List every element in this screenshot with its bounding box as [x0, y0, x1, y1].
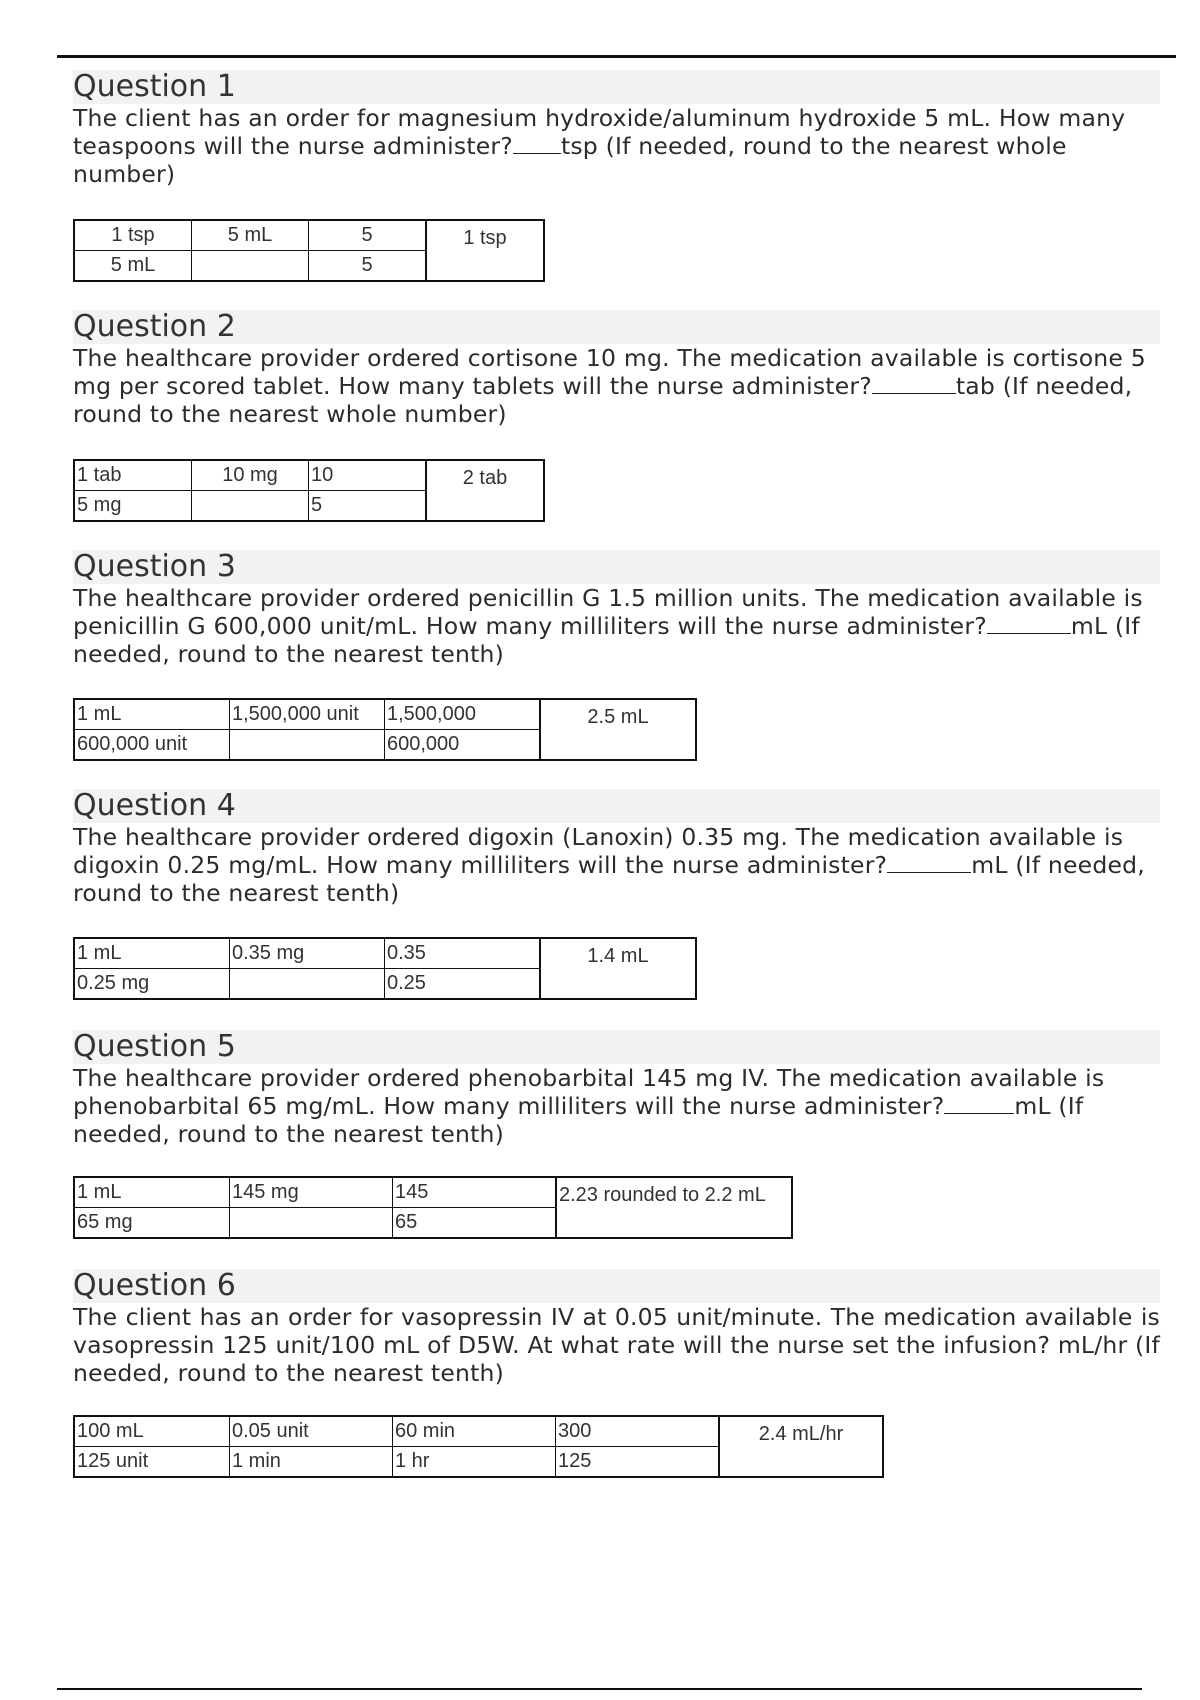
answer-cell: 1 tsp — [426, 220, 544, 281]
table-cell: 600,000 — [385, 730, 541, 761]
table-cell: 5 mg — [74, 491, 192, 522]
question-text: The client has an order for vasopressin IV at 0.05 unit/minute. The medication available is vasopressin 125 unit/100 mL of D5W. At what rate will the nurse set the infusion? mL/hr (If needed, round to the nearest tenth) — [73, 1303, 1160, 1387]
calculation-table-2 — [73, 459, 545, 522]
question-title: Question 1 — [73, 70, 1160, 104]
table-cell: 1 tsp — [74, 220, 192, 251]
table-cell: 145 mg — [230, 1177, 393, 1208]
table-cell — [230, 730, 385, 761]
table-cell: 100 mL — [74, 1416, 230, 1447]
question-5 — [73, 1030, 1160, 1148]
top-rule — [57, 55, 1176, 58]
answer-blank — [887, 852, 971, 873]
table-cell: 0.05 unit — [230, 1416, 393, 1447]
table-cell: 5 — [309, 251, 427, 282]
question-title: Question 2 — [73, 310, 1160, 344]
answer-blank — [872, 373, 956, 394]
table-cell: 5 — [309, 491, 427, 522]
table-cell: 1 hr — [393, 1447, 556, 1478]
question-title: Question 4 — [73, 789, 1160, 823]
question-1 — [73, 70, 1160, 188]
table-cell: 0.35 — [385, 938, 541, 969]
table-cell: 65 — [393, 1208, 557, 1239]
table-cell: 0.25 — [385, 969, 541, 1000]
answer-cell: 1.4 mL — [540, 938, 696, 999]
table-cell: 1,500,000 — [385, 699, 541, 730]
table-cell: 1 min — [230, 1447, 393, 1478]
table-cell: 1 tab — [74, 460, 192, 491]
question-4 — [73, 789, 1160, 907]
table-cell: 60 min — [393, 1416, 556, 1447]
question-text: The healthcare provider ordered phenobarbital 145 mg IV. The medication available is phenobarbital 65 mg/mL. How many milliliters will the nurse administer? mL (If needed, round to the nearest tenth) — [73, 1064, 1105, 1148]
table-cell: 145 — [393, 1177, 557, 1208]
question-text: The healthcare provider ordered penicillin G 1.5 million units. The medication available is penicillin G 600,000 unit/mL. How many milliliters will the nurse administer? mL (If needed, round to the nearest tenth) — [73, 584, 1143, 668]
table-cell: 10 — [309, 460, 427, 491]
question-3 — [73, 550, 1160, 668]
answer-cell: 2.4 mL/hr — [719, 1416, 883, 1477]
table-cell: 10 mg — [192, 460, 309, 491]
table-cell — [192, 491, 309, 522]
answer-blank — [513, 133, 561, 154]
table-cell: 125 — [556, 1447, 720, 1478]
table-cell: 65 mg — [74, 1208, 230, 1239]
question-text: The client has an order for magnesium hydroxide/aluminum hydroxide 5 mL. How many teaspoons will the nurse administer? tsp (If needed, round to the nearest whole number) — [73, 104, 1126, 188]
table-cell: 1 mL — [74, 938, 230, 969]
calculation-table-5 — [73, 1176, 793, 1239]
question-text: The healthcare provider ordered digoxin (Lanoxin) 0.35 mg. The medication available is digoxin 0.25 mg/mL. How many milliliters will the nurse administer? mL (If needed, round to the nearest tenth) — [73, 823, 1145, 907]
question-2 — [73, 310, 1160, 428]
table-cell: 5 — [309, 220, 427, 251]
table-cell: 0.35 mg — [230, 938, 385, 969]
table-cell: 1 mL — [74, 1177, 230, 1208]
calculation-table-6 — [73, 1415, 884, 1478]
question-title: Question 3 — [73, 550, 1160, 584]
question-title: Question 5 — [73, 1030, 1160, 1064]
table-cell — [230, 1208, 393, 1239]
answer-cell: 2.5 mL — [540, 699, 696, 760]
answer-blank — [987, 613, 1071, 634]
table-cell: 5 mL — [192, 220, 309, 251]
table-cell — [192, 251, 309, 282]
table-cell — [230, 969, 385, 1000]
calculation-table-3 — [73, 698, 697, 761]
table-cell: 1 mL — [74, 699, 230, 730]
calculation-table-1 — [73, 219, 545, 282]
table-cell: 125 unit — [74, 1447, 230, 1478]
answer-cell: 2 tab — [426, 460, 544, 521]
question-title: Question 6 — [73, 1269, 1160, 1303]
question-text: The healthcare provider ordered cortisone 10 mg. The medication available is cortisone 5 mg per scored tablet. How many tablets will the nurse administer? tab (If needed, round to the nearest whole number) — [73, 344, 1146, 428]
table-cell: 5 mL — [74, 251, 192, 282]
question-6 — [73, 1269, 1160, 1387]
table-cell: 300 — [556, 1416, 720, 1447]
table-cell: 0.25 mg — [74, 969, 230, 1000]
answer-cell: 2.23 rounded to 2.2 mL — [556, 1177, 792, 1238]
answer-blank — [944, 1093, 1014, 1114]
bottom-rule — [57, 1688, 1142, 1690]
table-cell: 600,000 unit — [74, 730, 230, 761]
calculation-table-4 — [73, 937, 697, 1000]
table-cell: 1,500,000 unit — [230, 699, 385, 730]
